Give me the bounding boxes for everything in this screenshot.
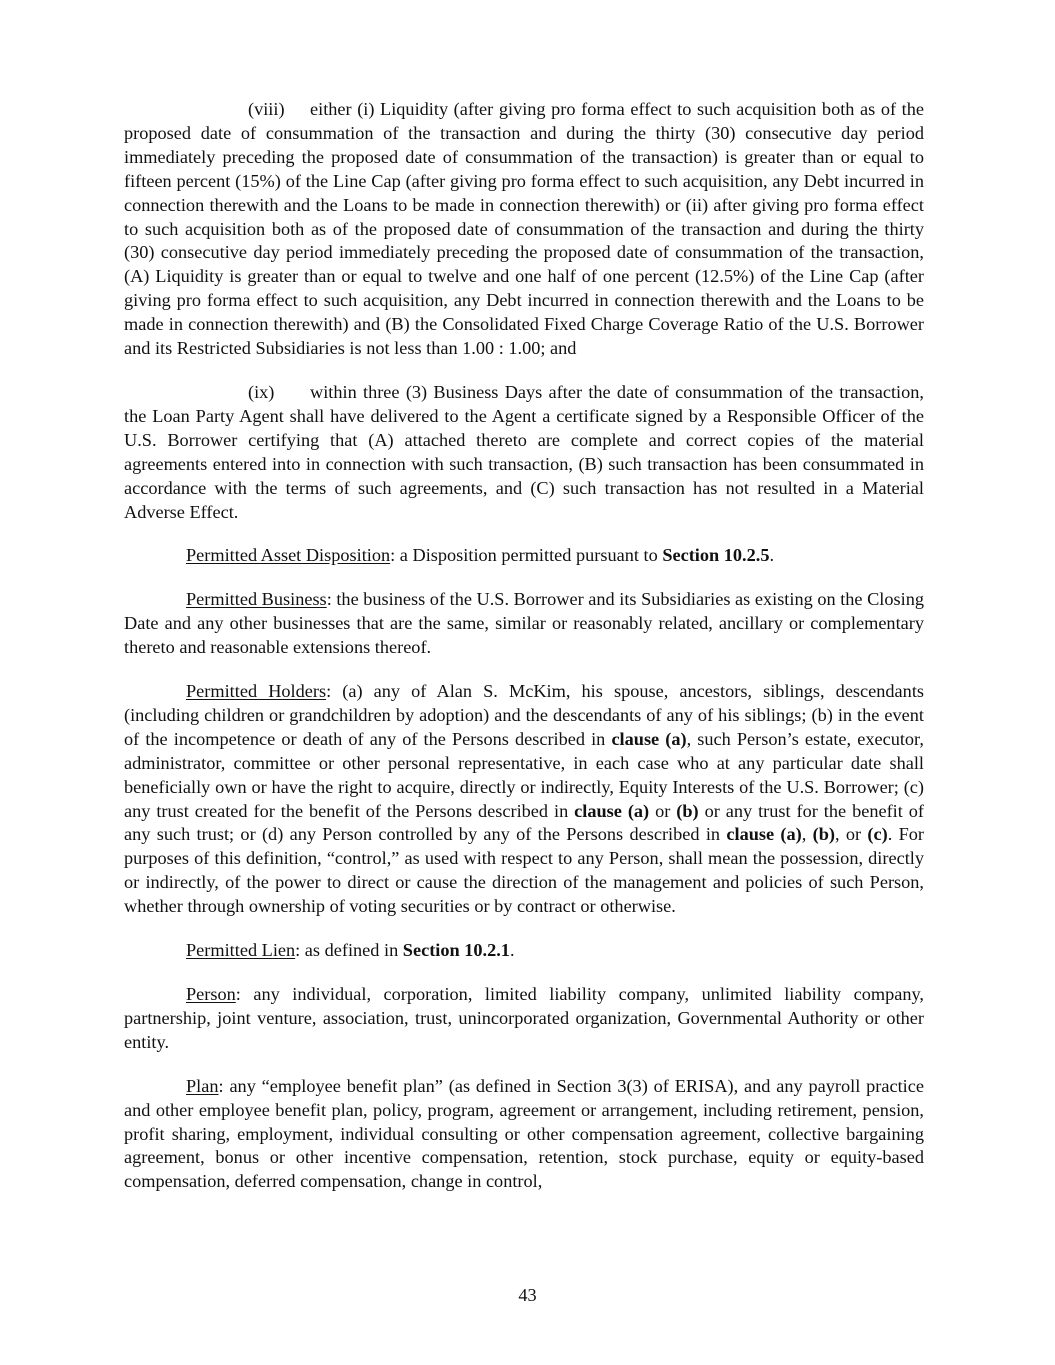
definition-text: : any “employee benefit plan” (as defined in Section 3(3) of ERISA), and any payroll practice and other employee benefit plan, policy, program, agreement or arrangement, including retirement, pension, profit sharing, employment, individual consulting or other compensation agreement, collective bargaining agreement, bonus or other incentive compensation, retention, stock purchase, equity or equity-based compensation, deferred compensation, change in control, — [124, 1075, 924, 1192]
definition-text: or — [649, 800, 677, 821]
clause-reference: clause (a) — [574, 800, 650, 821]
definition-plan — [124, 1075, 924, 1195]
definition-text: , — [801, 824, 813, 845]
definition-permitted-business — [124, 588, 924, 660]
defined-term: Permitted Business — [186, 589, 327, 610]
definition-text: . — [509, 940, 515, 961]
clause-reference: clause (a) — [611, 728, 687, 749]
clause-reference: (b) — [812, 824, 835, 845]
clause-number: (ix) — [248, 381, 275, 402]
definition-permitted-lien — [124, 939, 924, 963]
page-number: 43 — [518, 1285, 537, 1305]
definition-text: , or — [834, 824, 868, 845]
defined-term: Permitted Asset Disposition — [186, 545, 391, 566]
section-reference: Section 10.2.5 — [662, 545, 770, 566]
definition-person — [124, 983, 924, 1055]
defined-term: Permitted Lien — [186, 940, 296, 961]
definition-text: : as defined in — [295, 940, 403, 961]
clause-reference: clause (a) — [726, 824, 802, 845]
defined-term: Person — [186, 984, 236, 1004]
clause-text: either (i) Liquidity (after giving pro forma effect to such acquisition both as of the proposed date of consummation of the transaction and during the thirty (30) consecutive day period immediately preceding the proposed date of consummation of the transaction) is greater than or equal to fifteen percent (15%) of the Line Cap (after giving pro forma effect to such acquisition, any Debt incurred in connection therewith and the Loans to be made in connection therewith) or (ii) after giving pro forma effect to such acquisition both as of the proposed date of consummation of the transaction and during the thirty (30) consecutive day period immediately preceding the proposed date of consummation of the transaction, (A) Liquidity is greater than or equal to twelve and one half of one percent (12.5%) of the Line Cap (after giving pro forma effect to such acquisition, any Debt incurred in connection therewith and the Loans to be made in connection therewith) and (B) the Consolidated Fixed Charge Coverage Ratio of the U.S. Borrower and its Restricted Subsidiaries is not less than 1.00 : 1.00; and — [124, 99, 924, 359]
defined-term: Plan — [186, 1075, 219, 1096]
definition-text: : a Disposition permitted pursuant to — [390, 545, 663, 566]
definition-text: : the business of the U.S. Borrower and its Subsidiaries as existing on the Closing Date and any other businesses that are the same, similar or reasonably related, ancillary or complementary thereto and reasonable extensions thereof. — [124, 589, 925, 658]
definition-permitted-holders — [124, 680, 924, 919]
definition-text: : (a) any of Alan S. McKim, his spouse, ancestors, siblings, descendants (including children or grandchildren by adoption) and the descendants of any of his siblings; (b) in the event of the incompetence or death of any of the Persons described in — [124, 681, 925, 749]
clause-ix — [124, 381, 924, 524]
clause-reference: (c) — [867, 824, 888, 845]
clause-text: within three (3) Business Days after the date of consummation of the transaction, the Loan Party Agent shall have delivered to the Agent a certificate signed by a Responsible Officer of the U.S. Borrower certifying that (A) attached thereto are complete and correct copies of the material agreements entered into in connection with such transaction, (B) such transaction has been consummated in accordance with the terms of such agreements, and (C) such transaction has not resulted in a Material Adverse Effect. — [124, 381, 924, 522]
document-page — [124, 98, 924, 1194]
defined-term: Permitted Holders — [186, 681, 327, 702]
definition-text: . For purposes of this definition, “control,” as used with respect to any Person, shall mean the possession, directly or indirectly, of the power to direct or cause the direction of the management and policies of such Person, whether through ownership of voting securities or by contract or otherwise. — [124, 824, 924, 917]
definition-text: : any individual, corporation, limited liability company, unlimited liability company, partnership, joint venture, association, trust, unincorporated organization, Governmental Authority or other entity. — [124, 984, 924, 1052]
definition-text: , such Person’s estate, executor, administrator, committee or other personal representative, in each case who at any particular date shall beneficially own or have the right to acquire, directly or indirectly, Equity Interests of the U.S. Borrower; (c) any trust created for the benefit of the Persons described in — [124, 728, 924, 821]
clause-number: (viii) — [248, 99, 285, 119]
clause-reference: (b) — [676, 800, 699, 821]
definition-text: . — [769, 545, 775, 566]
section-reference: Section 10.2.1 — [402, 940, 510, 961]
definition-text: or any trust for the benefit of any such trust; or (d) any Person controlled by any of the Persons described in — [124, 800, 924, 845]
clause-viii — [124, 98, 924, 361]
definition-permitted-asset-disposition — [124, 544, 924, 568]
